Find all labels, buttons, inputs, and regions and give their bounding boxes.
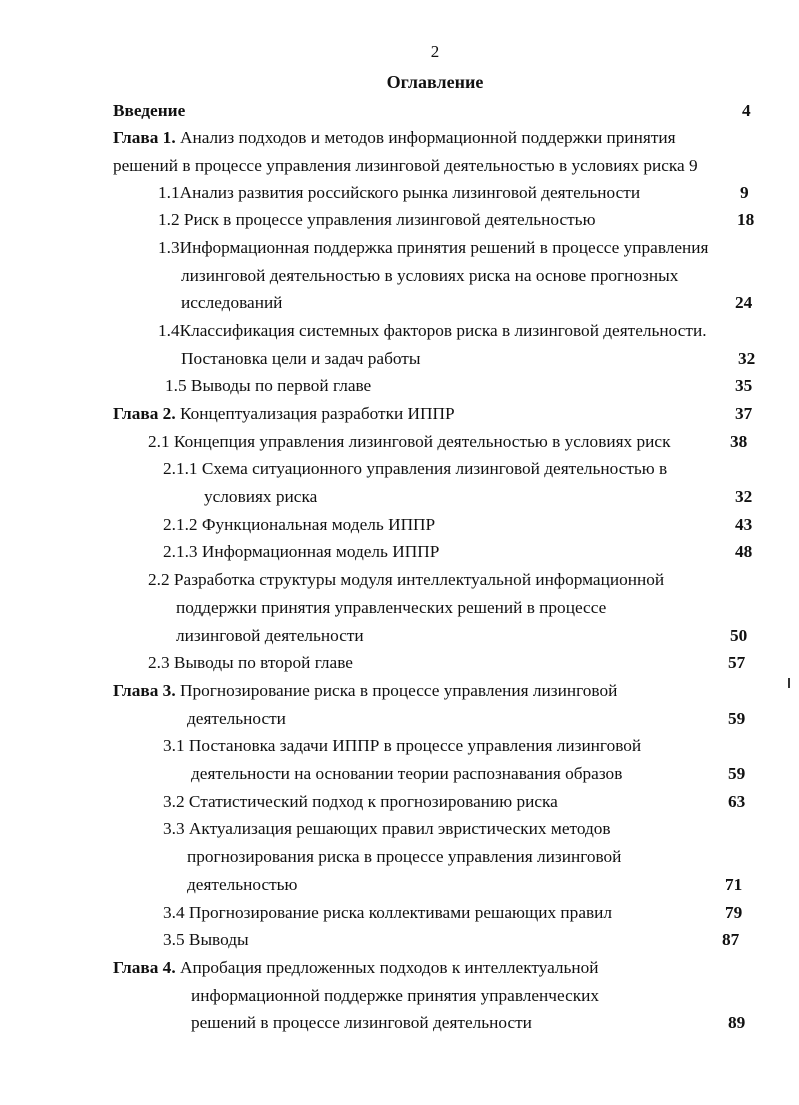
toc-entry-text: 3.3 Актуализация решающих правил эвристических методов	[163, 819, 611, 838]
toc-entry-text: условиях риска	[204, 487, 318, 506]
toc-heading: Введение	[113, 101, 186, 120]
toc-entry-text: лизинговой деятельностью в условиях риска на основе прогнозных	[181, 266, 679, 285]
toc-entry-text: информационной поддержке принятия управленческих	[191, 986, 600, 1005]
toc-line	[176, 623, 364, 649]
toc-entry-text: 2.1.2 Функциональная модель ИППР	[163, 515, 436, 534]
toc-entry-text: 1.4Классификация системных факторов риска в лизинговой деятельности.	[158, 321, 707, 340]
toc-entry-text: 3.5 Выводы	[163, 930, 249, 949]
scan-artifact	[788, 678, 790, 688]
toc-entry-text: Анализ подходов и методов информационной поддержки принятия	[179, 128, 676, 147]
toc-page-number: 24	[735, 293, 753, 312]
toc-entry-text: 2.1 Концепция управления лизинговой деятельностью в условиях риск	[148, 432, 671, 451]
toc-line	[191, 983, 599, 1009]
toc-line-1-3[interactable]	[158, 235, 709, 261]
toc-line-3-2[interactable]	[163, 789, 558, 815]
toc-entry-text: 1.1Анализ развития российского рынка лизинговой деятельности	[158, 183, 641, 202]
toc-line-1-2[interactable]	[158, 207, 595, 233]
toc-line-2-1-3[interactable]	[163, 539, 439, 565]
toc-page-number: 50	[730, 626, 748, 645]
toc-line-1-4[interactable]	[158, 318, 707, 344]
toc-line	[176, 595, 606, 621]
toc-page-number: 32	[735, 487, 753, 506]
toc-line-introduction[interactable]	[113, 98, 185, 124]
toc-entry-text: прогнозирования риска в процессе управления лизинговой	[187, 847, 622, 866]
toc-page-number: 43	[735, 515, 753, 534]
toc-page-number: 59	[728, 709, 746, 728]
toc-page-number: 57	[728, 653, 746, 672]
toc-entry-text: деятельностью	[187, 875, 298, 894]
toc-page-number: 48	[735, 542, 753, 561]
toc-line	[191, 1010, 532, 1036]
toc-line-2-3[interactable]	[148, 650, 353, 676]
toc-heading: Глава 2.	[113, 404, 176, 423]
toc-line-3-3[interactable]	[163, 816, 611, 842]
toc-entry-text: Прогнозирование риска в процессе управления лизинговой	[179, 681, 618, 700]
toc-entry-text: решений в процессе управления лизинговой деятельностью в условиях риска 9	[113, 156, 698, 175]
toc-entry-text: лизинговой деятельности	[176, 626, 364, 645]
toc-line-3-1[interactable]	[163, 733, 641, 759]
toc-page-number: 79	[725, 903, 743, 922]
toc-page-number: 89	[728, 1013, 746, 1032]
toc-line	[181, 263, 678, 289]
toc-title: Оглавление	[386, 72, 484, 92]
toc-entry-text: деятельности	[187, 709, 286, 728]
toc-line	[187, 706, 286, 732]
toc-page-number: 9	[740, 183, 749, 202]
toc-page-number: 87	[722, 930, 740, 949]
toc-line-3-5[interactable]	[163, 927, 249, 953]
toc-entry-text: 2.1.1 Схема ситуационного управления лизинговой деятельностью в	[163, 459, 668, 478]
toc-line-1-1[interactable]	[158, 180, 640, 206]
toc-line	[181, 290, 282, 316]
toc-entry-text: 1.2 Риск в процессе управления лизинговой деятельностью	[158, 210, 596, 229]
toc-line-chapter-2[interactable]	[113, 401, 455, 427]
toc-line-2-2[interactable]	[148, 567, 664, 593]
toc-entry-text: деятельности на основании теории распознавания образов	[191, 764, 623, 783]
toc-line-3-4[interactable]	[163, 900, 612, 926]
toc-page-number: 37	[735, 404, 753, 423]
toc-page-number: 59	[728, 764, 746, 783]
toc-entry-text: исследований	[181, 293, 283, 312]
toc-entry-text: Апробация предложенных подходов к интеллектуальной	[179, 958, 599, 977]
toc-line-chapter-4[interactable]	[113, 955, 599, 981]
toc-entry-text: 3.2 Статистический подход к прогнозированию риска	[163, 792, 558, 811]
toc-line-2-1-2[interactable]	[163, 512, 435, 538]
toc-line-2-1-1[interactable]	[163, 456, 667, 482]
toc-entry-text: 3.4 Прогнозирование риска коллективами решающих правил	[163, 903, 613, 922]
toc-line-chapter-1[interactable]	[113, 125, 676, 151]
toc-page-number: 35	[735, 376, 753, 395]
toc-line	[187, 844, 621, 870]
toc-line	[181, 346, 420, 372]
toc-heading: Глава 1.	[113, 128, 176, 147]
toc-page-number: 38	[730, 432, 748, 451]
toc-line-2-1[interactable]	[148, 429, 670, 455]
toc-entry-text: 2.2 Разработка структуры модуля интеллектуальной информационной	[148, 570, 665, 589]
toc-page-number: 63	[728, 792, 746, 811]
toc-line	[113, 153, 698, 179]
toc-heading: Глава 4.	[113, 958, 176, 977]
toc-line-1-5[interactable]	[165, 373, 371, 399]
toc-line	[204, 484, 317, 510]
toc-entry-text: 2.3 Выводы по второй главе	[148, 653, 353, 672]
toc-page-number: 32	[738, 349, 756, 368]
toc-entry-text: Концептуализация разработки ИППР	[179, 404, 455, 423]
toc-page-number: 18	[737, 210, 755, 229]
toc-heading: Глава 3.	[113, 681, 176, 700]
toc-entry-text: 1.3Информационная поддержка принятия решений в процессе управления	[158, 238, 709, 257]
toc-entry-text: 3.1 Постановка задачи ИППР в процессе управления лизинговой	[163, 736, 642, 755]
toc-entry-text: поддержки принятия управленческих решений в процессе	[176, 598, 607, 617]
toc-entry-text: решений в процессе лизинговой деятельности	[191, 1013, 532, 1032]
page-number: 2	[430, 42, 440, 61]
toc-page-number: 71	[725, 875, 743, 894]
toc-line	[191, 761, 622, 787]
toc-line	[187, 872, 297, 898]
toc-entry-text: Постановка цели и задач работы	[181, 349, 421, 368]
toc-page-number: 4	[742, 101, 751, 120]
toc-line-chapter-3[interactable]	[113, 678, 617, 704]
toc-entry-text: 1.5 Выводы по первой главе	[165, 376, 372, 395]
toc-entry-text: 2.1.3 Информационная модель ИППР	[163, 542, 440, 561]
